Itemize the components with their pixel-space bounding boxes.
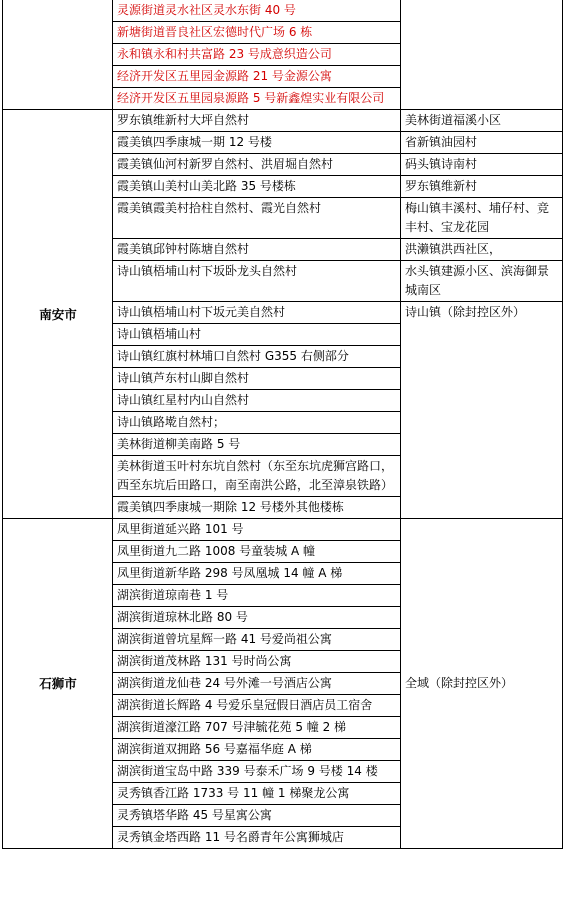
- regions-table: [2, 0, 563, 849]
- area-item: 湖滨街道长辉路 4 号爱乐皇冠假日酒店员工宿舍: [113, 695, 401, 717]
- area-item: 湖滨街道龙仙巷 24 号外滩一号酒店公寓: [113, 673, 401, 695]
- area-item: 霞美镇邱钟村陈塘自然村: [113, 239, 401, 261]
- risk-area-item: 永和镇永和村共富路 23 号成意织造公司: [113, 44, 401, 66]
- area-item: 霞美镇四季康城一期除 12 号楼外其他楼栋: [113, 497, 401, 519]
- right-area-item: 美林街道福溪小区: [401, 110, 563, 132]
- area-item: 灵秀镇金塔西路 11 号名爵青年公寓狮城店: [113, 827, 401, 849]
- risk-area-item: 灵源街道灵水社区灵水东街 40 号: [113, 0, 401, 22]
- area-item: 湖滨街道琼南巷 1 号: [113, 585, 401, 607]
- city-name-shishi: 石狮市: [3, 519, 113, 849]
- right-area-item: 梅山镇丰溪村、埔仔村、竞丰村、宝龙花园: [401, 198, 563, 239]
- area-item: 诗山镇红星村内山自然村: [113, 390, 401, 412]
- area-item: 湖滨街道茂林路 131 号时尚公寓: [113, 651, 401, 673]
- area-item: 灵秀镇香江路 1733 号 11 幢 1 梯聚龙公寓: [113, 783, 401, 805]
- area-item: 霞美镇霞美村拾柱自然村、霞光自然村: [113, 198, 401, 239]
- area-item: 诗山镇芦东村山脚自然村: [113, 368, 401, 390]
- right-area-item: 全域（除封控区外）: [401, 519, 563, 849]
- risk-area-item: 经济开发区五里园泉源路 5 号新鑫煌实业有限公司: [113, 88, 401, 110]
- area-item: 湖滨街道双拥路 56 号嘉福华庭 A 梯: [113, 739, 401, 761]
- right-area-item: 省新镇油园村: [401, 132, 563, 154]
- area-item: 诗山镇梧埔山村下坂卧龙头自然村: [113, 261, 401, 302]
- area-item: 美林街道玉叶村东坑自然村（东至东坑虎狮宫路口，西至东坑后田路口，南至南洪公路，北至漳泉铁路）: [113, 456, 401, 497]
- area-item: 灵秀镇塔华路 45 号星寓公寓: [113, 805, 401, 827]
- area-item: 诗山镇梧埔山村下坂元美自然村: [113, 302, 401, 324]
- area-item: 凤里街道新华路 298 号凤凰城 14 幢 A 梯: [113, 563, 401, 585]
- risk-area-item: 新塘街道晋良社区宏德时代广场 6 栋: [113, 22, 401, 44]
- right-area-cell: [401, 0, 563, 110]
- area-item: 美林街道柳美南路 5 号: [113, 434, 401, 456]
- area-item: 罗东镇维新村大坪自然村: [113, 110, 401, 132]
- area-item: 湖滨街道曾坑星辉一路 41 号爱尚祖公寓: [113, 629, 401, 651]
- area-item: 湖滨街道宝岛中路 339 号泰禾广场 9 号楼 14 楼: [113, 761, 401, 783]
- city-name-nanan: 南安市: [3, 110, 113, 519]
- area-item: 诗山镇路墘自然村；: [113, 412, 401, 434]
- area-item: 凤里街道延兴路 101 号: [113, 519, 401, 541]
- right-area-item: 水头镇建源小区、滨海御景城南区: [401, 261, 563, 302]
- right-area-item: 码头镇诗南村: [401, 154, 563, 176]
- city-cell-continued: [3, 0, 113, 110]
- area-item: 霞美镇仙河村新罗自然村、洪眉堀自然村: [113, 154, 401, 176]
- area-item: 凤里街道九二路 1008 号童装城 A 幢: [113, 541, 401, 563]
- right-area-item: 诗山镇（除封控区外）: [401, 302, 563, 519]
- area-item: 诗山镇红旗村林埔口自然村 G355 右侧部分: [113, 346, 401, 368]
- risk-area-item: 经济开发区五里园金源路 21 号金源公寓: [113, 66, 401, 88]
- area-item: 霞美镇山美村山美北路 35 号楼栋: [113, 176, 401, 198]
- area-item: 霞美镇四季康城一期 12 号楼: [113, 132, 401, 154]
- right-area-item: 洪濑镇洪西社区，: [401, 239, 563, 261]
- area-item: 湖滨街道濠江路 707 号津毓花苑 5 幢 2 梯: [113, 717, 401, 739]
- area-item: 诗山镇梧埔山村: [113, 324, 401, 346]
- area-item: 湖滨街道琼林北路 80 号: [113, 607, 401, 629]
- right-area-item: 罗东镇维新村: [401, 176, 563, 198]
